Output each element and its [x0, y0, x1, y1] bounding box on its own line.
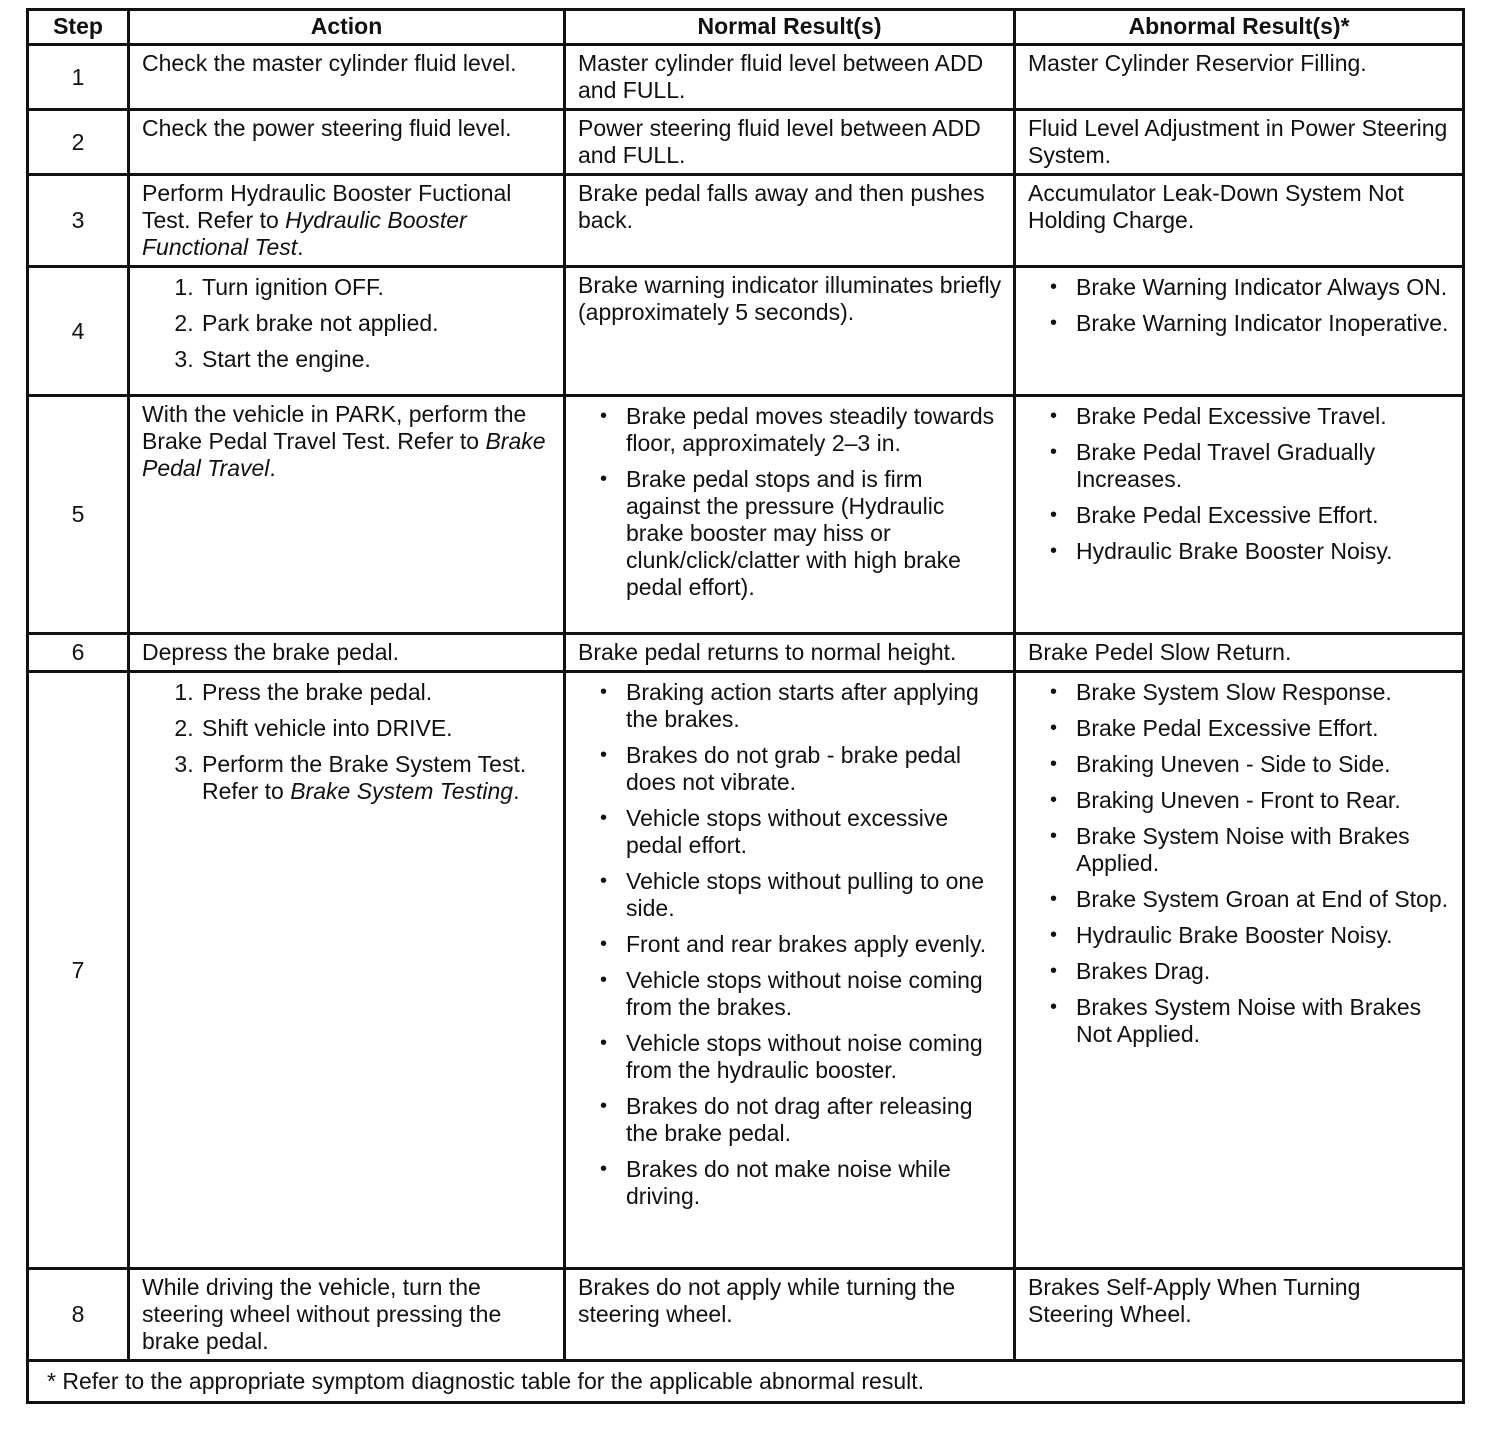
table-row: [28, 45, 1464, 110]
step-number: 4: [28, 267, 129, 396]
reference-link: Hydraulic Booster Functional Test: [142, 207, 467, 260]
normal-result-cell: Master cylinder fluid level between ADD and FULL.: [565, 45, 1015, 110]
step-number: 3: [28, 175, 129, 267]
normal-result-cell: [565, 396, 1015, 634]
abnormal-result-cell: Fluid Level Adjustment in Power Steering System.: [1015, 110, 1464, 175]
table-row: [28, 672, 1464, 1269]
action-text: Perform the Brake System Test. Refer to: [202, 751, 527, 804]
list-item: • Brakes System Noise with Brakes Not Applied.: [1076, 994, 1452, 1048]
action-cell: Check the master cylinder fluid level.: [129, 45, 565, 110]
reference-link: Brake System Testing: [290, 778, 514, 804]
step-number: 1: [28, 45, 129, 110]
list-item: • Vehicle stops without excessive pedal effort.: [626, 805, 1003, 859]
list-item: • Braking action starts after applying the brakes.: [626, 679, 1003, 733]
list-item: • Vehicle stops without noise coming from the hydraulic booster.: [626, 1030, 1003, 1084]
action-steps-list: [142, 679, 553, 805]
step-number: 6: [28, 634, 129, 672]
list-item: • Hydraulic Brake Booster Noisy.: [1076, 538, 1452, 565]
footnote-row: [28, 1361, 1464, 1403]
list-item: • Vehicle stops without noise coming from the brakes.: [626, 967, 1003, 1021]
list-item: • Brake Pedal Excessive Travel.: [1076, 403, 1452, 430]
list-item: • Brake System Groan at End of Stop.: [1076, 886, 1452, 913]
table-row: [28, 110, 1464, 175]
abnormal-result-cell: Brakes Self-Apply When Turning Steering Wheel.: [1015, 1269, 1464, 1361]
action-text-suffix: .: [513, 778, 520, 804]
step-number: 5: [28, 396, 129, 634]
step-number: 8: [28, 1269, 129, 1361]
list-item: • Brake pedal stops and is firm against the pressure (Hydraulic brake booster may hiss or clunk/click/clatter with high brake pedal effort).: [626, 466, 1003, 601]
abnormal-result-cell: [1015, 267, 1464, 396]
list-item: • Brake System Slow Response.: [1076, 679, 1452, 706]
abnormal-results-list: [1028, 679, 1452, 1048]
list-item: • Brake Pedal Travel Gradually Increases.: [1076, 439, 1452, 493]
table-row: [28, 1269, 1464, 1361]
header-normal-results: Normal Result(s): [565, 10, 1015, 45]
list-item: 3. Start the engine.: [200, 346, 553, 373]
footnote: * Refer to the appropriate symptom diagnostic table for the applicable abnormal result.: [28, 1361, 1464, 1403]
normal-result-cell: Brake pedal falls away and then pushes back.: [565, 175, 1015, 267]
list-item: • Brakes do not grab - brake pedal does not vibrate.: [626, 742, 1003, 796]
normal-result-cell: Brakes do not apply while turning the steering wheel.: [565, 1269, 1015, 1361]
table-row: [28, 396, 1464, 634]
list-item: [200, 751, 553, 805]
list-item: 1. Turn ignition OFF.: [200, 274, 553, 301]
abnormal-results-list: [1028, 403, 1452, 565]
list-item: • Vehicle stops without pulling to one side.: [626, 868, 1003, 922]
reference-link: Brake Pedal Travel: [142, 428, 546, 481]
action-cell: While driving the vehicle, turn the steering wheel without pressing the brake pedal.: [129, 1269, 565, 1361]
list-item: • Braking Uneven - Side to Side.: [1076, 751, 1452, 778]
list-item: 2. Park brake not applied.: [200, 310, 553, 337]
normal-result-cell: Brake warning indicator illuminates briefly (approximately 5 seconds).: [565, 267, 1015, 396]
header-action: Action: [129, 10, 565, 45]
normal-results-list: [578, 403, 1003, 601]
action-text-suffix: .: [269, 455, 276, 481]
abnormal-result-cell: Accumulator Leak-Down System Not Holding Charge.: [1015, 175, 1464, 267]
table-row: [28, 175, 1464, 267]
header-row: [28, 10, 1464, 45]
normal-result-cell: Brake pedal returns to normal height.: [565, 634, 1015, 672]
normal-results-list: [578, 679, 1003, 1210]
list-item: • Brakes do not drag after releasing the brake pedal.: [626, 1093, 1003, 1147]
list-item: • Brakes do not make noise while driving.: [626, 1156, 1003, 1210]
header-step: Step: [28, 10, 129, 45]
action-cell: [129, 396, 565, 634]
list-item: • Brake pedal moves steadily towards floor, approximately 2–3 in.: [626, 403, 1003, 457]
normal-result-cell: Power steering fluid level between ADD and FULL.: [565, 110, 1015, 175]
list-item: • Brake Warning Indicator Always ON.: [1076, 274, 1452, 301]
normal-result-cell: [565, 672, 1015, 1269]
abnormal-result-cell: Brake Pedel Slow Return.: [1015, 634, 1464, 672]
abnormal-results-list: [1028, 274, 1452, 337]
action-text: Perform Hydraulic Booster Fuctional Test. Refer to: [142, 180, 512, 233]
diagnostic-table: [26, 8, 1465, 1404]
list-item: • Hydraulic Brake Booster Noisy.: [1076, 922, 1452, 949]
list-item: 1. Press the brake pedal.: [200, 679, 553, 706]
table-row: [28, 267, 1464, 396]
list-item: • Brake Pedal Excessive Effort.: [1076, 715, 1452, 742]
list-item: • Front and rear brakes apply evenly.: [626, 931, 1003, 958]
action-cell: [129, 267, 565, 396]
abnormal-result-cell: Master Cylinder Reservior Filling.: [1015, 45, 1464, 110]
list-item: • Brake Pedal Excessive Effort.: [1076, 502, 1452, 529]
step-number: 2: [28, 110, 129, 175]
action-steps-list: [142, 274, 553, 373]
list-item: • Brake Warning Indicator Inoperative.: [1076, 310, 1452, 337]
action-text-suffix: .: [297, 234, 304, 260]
action-cell: Check the power steering fluid level.: [129, 110, 565, 175]
abnormal-result-cell: [1015, 672, 1464, 1269]
list-item: 2. Shift vehicle into DRIVE.: [200, 715, 553, 742]
list-item: • Brake System Noise with Brakes Applied.: [1076, 823, 1452, 877]
table-row: [28, 634, 1464, 672]
action-text: With the vehicle in PARK, perform the Brake Pedal Travel Test. Refer to: [142, 401, 527, 454]
abnormal-result-cell: [1015, 396, 1464, 634]
action-cell: [129, 175, 565, 267]
action-cell: Depress the brake pedal.: [129, 634, 565, 672]
list-item: • Braking Uneven - Front to Rear.: [1076, 787, 1452, 814]
header-abnormal-results: Abnormal Result(s)*: [1015, 10, 1464, 45]
list-item: • Brakes Drag.: [1076, 958, 1452, 985]
step-number: 7: [28, 672, 129, 1269]
action-cell: [129, 672, 565, 1269]
